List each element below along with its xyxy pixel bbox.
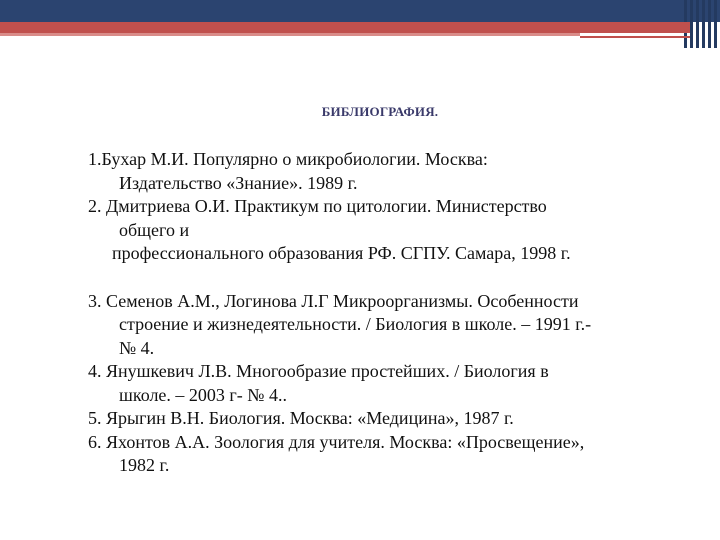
header-band-thin [0,33,580,36]
entry-line: 4. Янушкевич Л.В. Многообразие простейших. / Биология в [88,361,549,381]
bibliography-list [88,148,708,478]
header-band-thin-right [580,36,690,38]
bibliography-entry [88,360,708,407]
bibliography-entry [88,148,708,195]
entry-line: общего и [119,219,190,240]
entry-line: 2. Дмитриева О.И. Практикум по цитологии. Министерство [88,196,547,216]
entry-line: 1982 г. [119,455,170,475]
bibliography-entry [88,195,708,266]
bibliography-entry [88,407,708,431]
spacer [88,266,708,290]
entry-line: 3. Семенов А.М., Логинова Л.Г Микроорганизмы. Особенности [88,290,579,311]
entry-line: строение и жизнедеятельности. / Биология в школе. – 1991 г.- [119,314,592,334]
entry-line: 6. Яхонтов А.А. Зоология для учителя. Москва: «Просвещение», [88,431,585,452]
header-band-navy [0,0,720,22]
bibliography-entry [88,290,708,361]
entry-line: профессионального образования РФ. СГПУ. Самара, 1998 г. [112,243,571,263]
entry-line: 5. Ярыгин В.Н. Биология. Москва: «Медицина», 1987 г. [88,408,514,428]
entry-line: Издательство «Знание». 1989 г. [119,172,358,193]
bibliography-entry [88,431,708,478]
entry-line: № 4. [119,337,155,358]
header-band-red [0,22,690,33]
entry-line: 1.Бухар М.И. Популярно о микробиологии. Москва: [88,149,488,169]
slide-title: БИБЛИОГРАФИЯ. [321,104,439,119]
entry-line: школе. – 2003 г- № 4.. [119,384,287,405]
